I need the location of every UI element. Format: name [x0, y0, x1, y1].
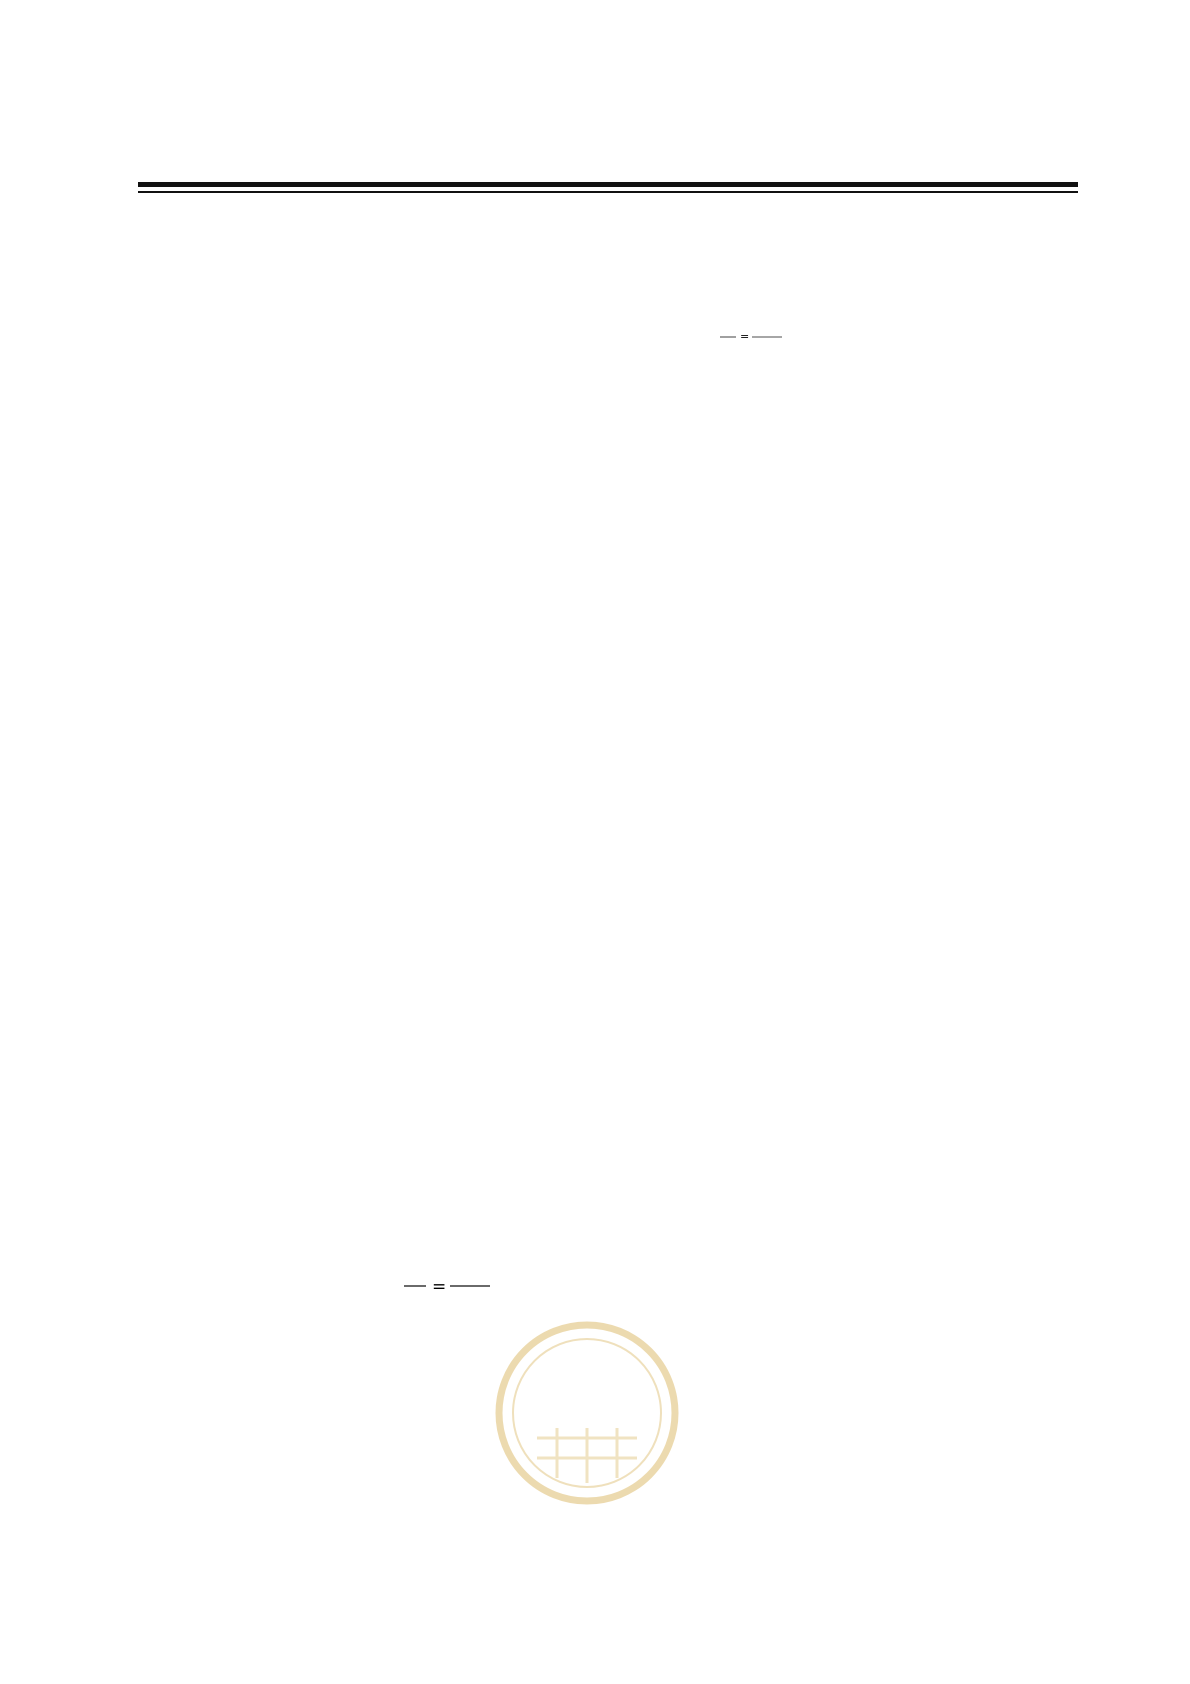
ratio-legend: [714, 321, 788, 363]
page-header: [138, 136, 1078, 196]
ratio-legend: [398, 1264, 490, 1318]
svg-text:=: =: [740, 330, 750, 343]
chart-vl-parameter: [320, 740, 880, 1380]
header-rule-thick: [138, 182, 1078, 187]
watermark-seal: [492, 1318, 682, 1508]
svg-text:=: =: [432, 1277, 447, 1297]
chart-v-parameter: [240, 270, 940, 690]
header-rule-thin: [138, 191, 1078, 193]
